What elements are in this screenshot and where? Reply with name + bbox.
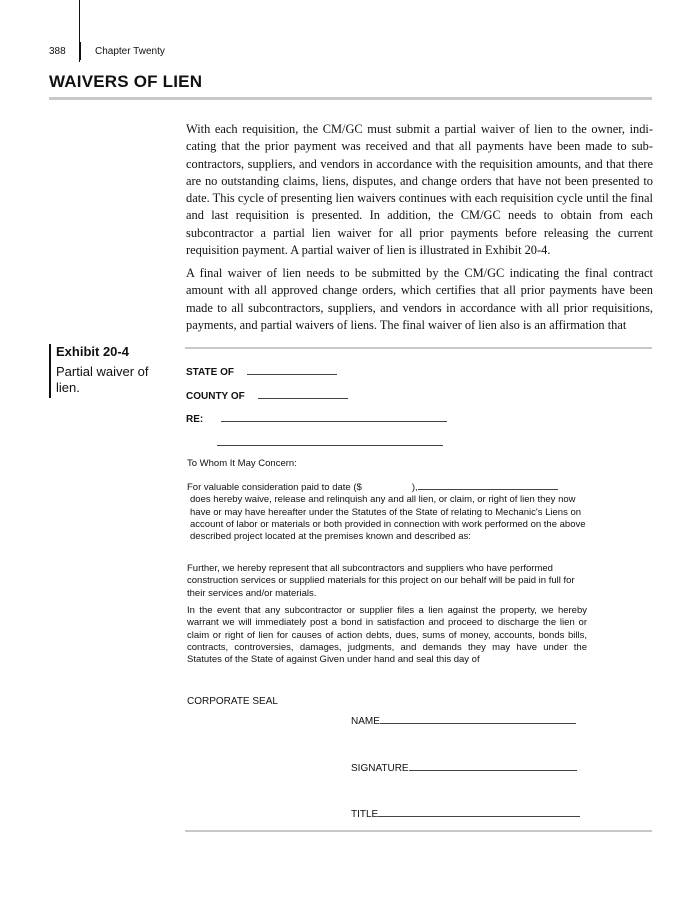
county-blank (258, 390, 348, 399)
state-blank (247, 366, 337, 375)
section-title: WAIVERS OF LIEN (49, 72, 203, 91)
consideration-clause (187, 481, 587, 543)
re-label: RE: (186, 414, 204, 425)
title-field (351, 808, 580, 820)
header-divider (80, 42, 81, 60)
name-blank (380, 715, 576, 724)
consideration-prefix: For valuable consideration paid to date ($ (187, 482, 362, 493)
section-rule (49, 97, 652, 100)
chapter-title: Chapter Twenty (95, 46, 165, 57)
body-paragraph-2: A final waiver of lien needs to be submitted by the CM/GC indicating the final contract amount with all approved change orders, which certifies that all prior payments have been made to all subcontractors, suppliers, and vendors in accordance with all prior requisitions, payments, and partial waivers of liens. The final waiver of lien also is an affirmation that (186, 266, 653, 332)
salutation: To Whom It May Concern: (187, 458, 297, 469)
re-blank-2 (217, 437, 443, 446)
exhibit-top-rule (185, 347, 652, 349)
county-field (186, 386, 348, 404)
name-label: NAME (351, 716, 380, 727)
signature-field (351, 762, 577, 774)
event-paragraph: In the event that any subcontractor or supplier files a lien against the property, we hereby warrant we will immediately post a bond in satisfaction and proceed to discharge the lien or claim or right of lien for causes of action debts, dues, sums of money, accounts, bonds bills, contracts, controversies, damages, judgments, and demands they may have under the Statutes of the State of against Given under hand and seal this day of (187, 605, 587, 666)
consideration-body: does hereby waive, release and relinquish any and all lien, or claim, or right of lien they now have or may have hereafter under the Statutes of the State of relating to Mechanic's Liens on account of labor or materials or both provided in connection with work performed on the above described project located at the premises known and described as: (190, 494, 586, 543)
consideration-suffix: ), (411, 482, 418, 493)
county-label: COUNTY OF (186, 391, 245, 402)
exhibit-caption: Partial waiver of lien. (56, 364, 149, 395)
corporate-seal-label: CORPORATE SEAL (187, 696, 278, 707)
page-number: 388 (49, 46, 66, 57)
exhibit-bottom-rule (185, 830, 652, 832)
name-field (351, 715, 576, 727)
body-paragraph-1: With each requisition, the CM/GC must submit a partial waiver of lien to the owner, indicating that the prior payment was received and that all payments have been made to subcontractors, suppliers, and vendors in accordance with the requisition amounts, and that there are no outstanding claims, liens, disputes, and change orders that have not been presented to date. This cycle of presenting lien waivers continues with each requisition cycle until the final and last requisition is presented. In addition, the CM/GC needs to obtain from each subcontractor a partial lien waiver for all prior payments before releasing the current requisition payment. A partial waiver of lien is illustrated in Exhibit 20-4. (186, 122, 653, 258)
consideration-party-blank (418, 481, 558, 490)
state-label: STATE OF (186, 367, 234, 378)
further-paragraph: Further, we hereby represent that all subcontractors and suppliers who have performed construction services or supplied materials for this project on our behalf will be paid in full for their services and/or materials. (187, 563, 575, 599)
exhibit-marker-bar (49, 344, 51, 398)
exhibit-label: Exhibit 20-4 (56, 344, 129, 359)
re-blank-1 (221, 413, 447, 422)
state-field (186, 362, 337, 380)
signature-label: SIGNATURE (351, 763, 409, 774)
title-label: TITLE (351, 809, 379, 820)
signature-blank (409, 762, 577, 771)
title-blank (378, 808, 580, 817)
re-field-line-2 (217, 433, 443, 451)
consideration-first-line (187, 481, 587, 494)
re-field (186, 409, 447, 427)
